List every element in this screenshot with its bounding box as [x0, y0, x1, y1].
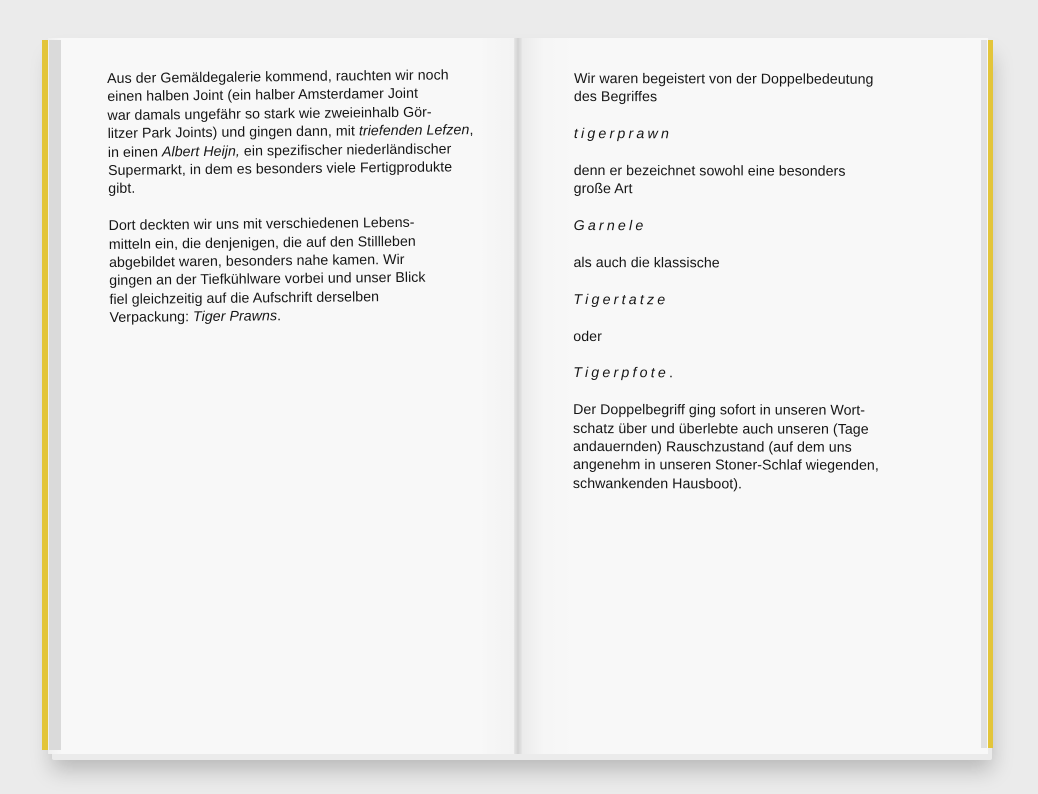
right-paragraph-2: denn er bezeichnet sowohl eine besonders große Art — [573, 162, 846, 198]
italic-store-name: Albert Heijn, — [161, 143, 240, 161]
right-page-text — [573, 70, 924, 513]
right-paragraph-4: oder — [573, 328, 602, 345]
right-paragraph-3: als auch die klassische — [573, 254, 720, 272]
italic-product-name: Tiger Prawns — [192, 308, 278, 326]
term-garnele: Garnele — [573, 218, 647, 235]
term-tigertatze: Tigertatze — [573, 291, 669, 309]
left-paragraph-2 — [109, 213, 480, 327]
text-fragment: . — [276, 308, 282, 325]
left-page-text — [107, 66, 480, 346]
text-line: litzer Park Joints) und gingen dann, mit — [107, 123, 359, 143]
text-fragment: ein spezifischer niederländischer Supermarkt, in dem es besonders viele Fertigprodukte gibt. — [107, 141, 453, 198]
text-line: einen halben Joint (ein halber Amsterdamer Joint — [107, 86, 419, 106]
right-paragraph-5: Der Doppelbegriff ging sofort in unseren Wort- schatz über und überlebte auch unseren (Tage andauernden) Rauschzustand (auf dem uns angenehm in unseren Stoner-Schlaf wiegenden, schwankenden Hausboot). — [572, 402, 879, 493]
term-tigerpfote: Tigerpfote — [573, 365, 669, 382]
left-page-stack — [49, 40, 61, 750]
right-page-stack — [981, 40, 987, 748]
text-fragment: Dort deckten wir uns mit verschiedenen Lebens- mitteln ein, die denjenigen, die auf den Stillleben abgebildet waren, besonders nahe kamen. Wir gingen an der Tiefkühlware vorbei und unser Blick fiel gleichzeitig auf die Aufschrift derselben Verpackung: — [108, 215, 426, 327]
text-line: war damals ungefähr so stark wie zweieinhalb Gör- — [107, 104, 432, 124]
italic-phrase: triefenden Lefzen — [358, 122, 470, 140]
book-gutter — [514, 38, 522, 754]
text-fragment: . — [668, 365, 673, 382]
term-tigerprawn: tigerprawn — [573, 126, 673, 143]
left-paragraph-1 — [107, 66, 478, 199]
text-fragment: , in einen — [107, 122, 474, 161]
term-tigerpfote-line — [573, 364, 923, 383]
text-line: Aus der Gemäldegalerie kommend, rauchten wir noch — [107, 67, 449, 87]
right-paragraph-1: Wir waren begeistert von der Doppelbedeutung des Begriffes — [573, 71, 874, 106]
